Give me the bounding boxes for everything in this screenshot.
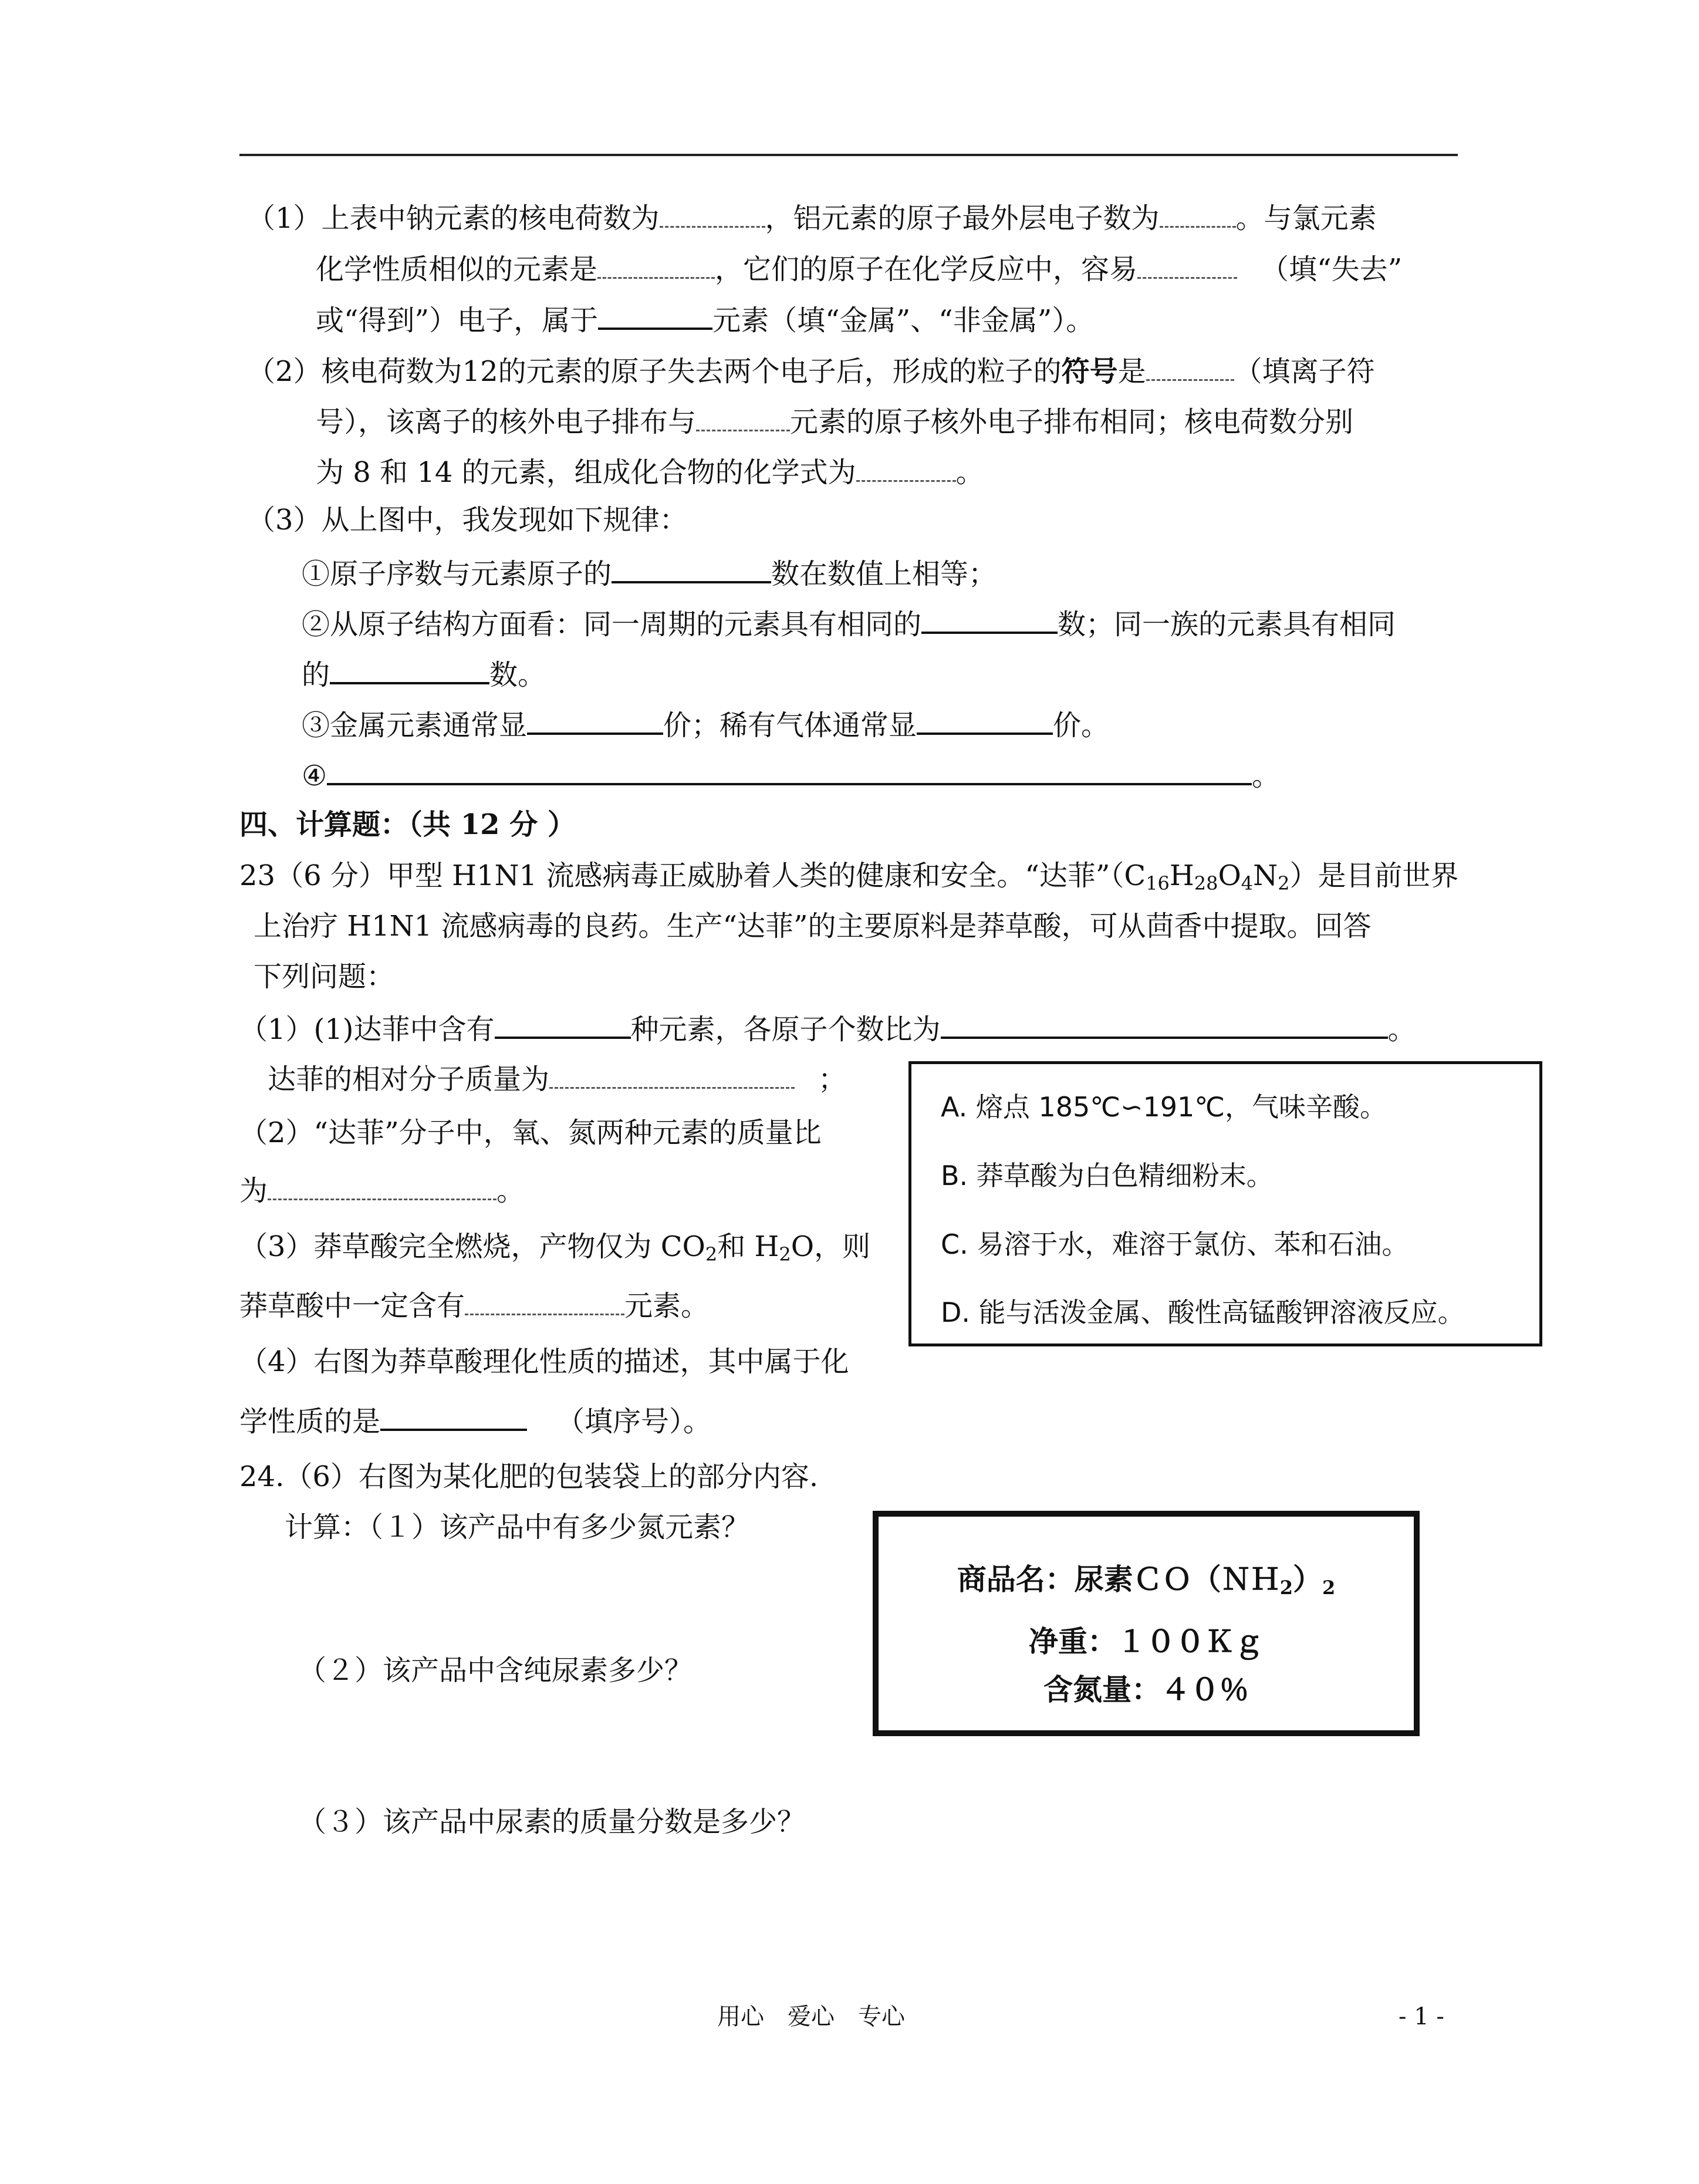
blank-contained-elements[interactable] — [465, 1290, 624, 1315]
property-option-b: B. 莽草酸为白色精细粉末。 — [941, 1160, 1274, 1191]
blank-similar-element[interactable] — [597, 254, 715, 279]
q23-sub4-line2: 学性质的是 （填序号）。 — [239, 1405, 712, 1438]
blank-metal-valence[interactable] — [527, 709, 663, 735]
q23-line3: 下列问题： — [254, 960, 395, 993]
property-option-c: C. 易溶于水，难溶于氯仿、苯和石油。 — [941, 1228, 1409, 1260]
blank-al-outer-electrons[interactable] — [1160, 202, 1236, 228]
page-number: - 1 - — [1399, 2003, 1444, 2030]
property-option-a: A. 熔点 185℃∽191℃，气味辛酸。 — [941, 1091, 1387, 1123]
blank-molecular-mass[interactable] — [549, 1064, 795, 1089]
blank-rule2-group[interactable] — [330, 659, 489, 684]
header-rule — [239, 154, 1458, 156]
q23-sub1-line1: （1）(1)达菲中含有 种元素，各原子个数比为 。 — [239, 1013, 1416, 1046]
blank-rule1[interactable] — [612, 558, 771, 583]
fertilizer-label-box — [873, 1511, 1420, 1736]
q23-sub3-line2: 莽草酸中一定含有 元素。 — [239, 1290, 710, 1322]
q23-line1: 23（6 分）甲型 H1N1 流感病毒正威胁着人类的健康和安全。“达菲$”(C_{16}H_{28}O_4N_2)$是目前世界 — [239, 859, 1459, 894]
blank-metal-type[interactable] — [598, 304, 712, 330]
q23-line2: 上治疗 H1N1 流感病毒的良药。生产“达菲”的主要原料是莽草酸，可从茴香中提取。回答 — [254, 910, 1372, 943]
blank-element-count[interactable] — [495, 1013, 631, 1039]
q23-sub4-line1: （4）右图为莽草酸理化性质的描述，其中属于化 — [239, 1345, 849, 1378]
q24-line1: 24.（6）右图为某化肥的包装袋上的部分内容. — [239, 1460, 819, 1493]
q24-question3: （３）该产品中尿素的质量分数是多少？ — [298, 1805, 806, 1838]
q22-p3-rule3: ③金属元素通常显 价；稀有气体通常显 价。 — [302, 709, 1110, 742]
blank-gain-lose[interactable] — [1137, 254, 1237, 279]
q24-question2: （２）该产品中含纯尿素多少？ — [298, 1654, 693, 1687]
q23-sub2-line1: （2）“达菲”分子中，氧、氮两种元素的质量比 — [239, 1116, 822, 1149]
blank-rule4[interactable] — [327, 759, 1252, 785]
blank-o-n-mass-ratio[interactable] — [268, 1175, 496, 1200]
q22-p3-rule1: ①原子序数与元素原子的 数在数值上相等； — [302, 558, 997, 590]
blank-same-configuration-element[interactable] — [696, 406, 790, 431]
blank-compound-formula[interactable] — [856, 457, 956, 482]
blank-rule2-period[interactable] — [921, 608, 1058, 634]
property-option-d: D. 能与活泼金属、酸性高锰酸钾溶液反应。 — [941, 1297, 1465, 1328]
q23-sub2-line2: 为 。 — [239, 1174, 525, 1207]
blank-ion-symbol[interactable] — [1146, 356, 1234, 381]
q22-p3-rule2: ②从原子结构方面看：同一周期的元素具有相同的 数；同一族的元素具有相同 — [302, 608, 1396, 641]
q22-p1-line3: 或“得到”）电子，属于 元素（填“金属”、“非金属”）。 — [316, 304, 1095, 337]
section4-heading: 四、计算题：（共 12 分 ） — [239, 808, 576, 841]
blank-chemical-property[interactable] — [380, 1405, 527, 1431]
shikimic-acid-properties-box — [908, 1061, 1542, 1346]
blank-atom-ratio[interactable] — [941, 1013, 1388, 1039]
blank-noble-valence[interactable] — [917, 709, 1053, 735]
product-name: 商品名：尿素$CO(NH_2)_2$ — [957, 1562, 1336, 1599]
blank-na-nuclear-charge[interactable] — [660, 202, 765, 228]
q22-p2-line2: 号），该离子的核外电子排布与 元素的原子核外电子排布相同；核电荷数分别 — [316, 406, 1354, 438]
q22-p2-line3: 为 8 和 14 的元素，组成化合物的化学式为 。 — [316, 456, 984, 489]
q23-sub1-line2: 达菲的相对分子质量为 ； — [268, 1063, 847, 1096]
footer-motto: 用心 爱心 专心 — [717, 2003, 905, 2030]
q24-question1: 计算：（１）该产品中有多少氮元素？ — [285, 1511, 750, 1544]
q22-p1-line2: 化学性质相似的元素是 ，它们的原子在化学反应中，容易 （填“失去” — [316, 253, 1403, 286]
net-weight: 净重：１００Ｋｇ — [1029, 1624, 1264, 1659]
nitrogen-content: 含氮量：４０％ — [1043, 1672, 1249, 1707]
q22-p1-line1: （1）上表中钠元素的核电荷数为 ，铝元素的原子最外层电子数为 。与氯元素 — [247, 202, 1377, 235]
q23-sub3-line1: （3）莽草酸完全燃烧，产物仅为 $CO_2$和 $H_2O$，则 — [239, 1230, 871, 1265]
q22-p3-rule4: ④ 。 — [302, 759, 1281, 792]
q22-p3-line1: （3）从上图中，我发现如下规律： — [247, 504, 688, 536]
q22-p3-rule2-cont: 的 数。 — [302, 659, 546, 691]
q22-p2-line1: （2）核电荷数为12的元素的原子失去两个电子后，形成的粒子的符号是 （填离子符 — [247, 355, 1375, 388]
